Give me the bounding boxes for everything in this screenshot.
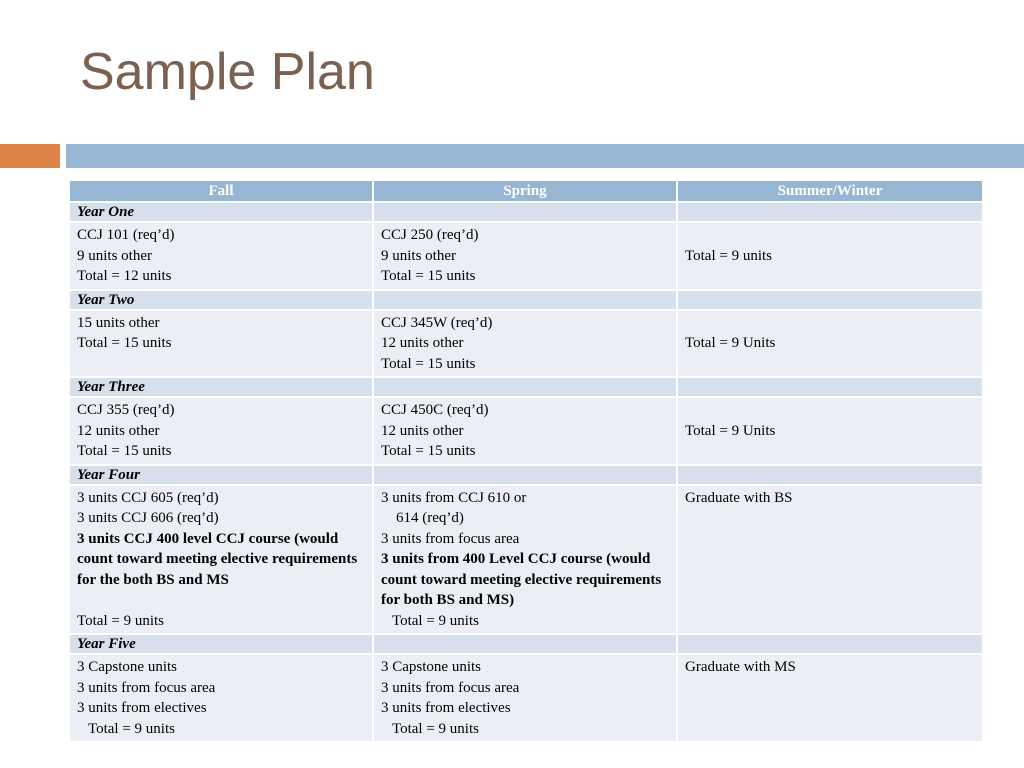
cell-line: Total = 15 units — [381, 355, 476, 372]
sample-plan-table — [68, 179, 984, 743]
year-header-empty-cell — [677, 377, 983, 397]
year-header-empty-cell — [677, 465, 983, 485]
year-header-empty-cell — [373, 465, 677, 485]
cell-line: CCJ 345W (req’d) — [381, 314, 493, 331]
table-row — [69, 222, 983, 290]
year-label: Year Two — [69, 290, 373, 310]
cell-line: 614 (req’d) — [381, 510, 464, 526]
year-header-empty-cell — [373, 634, 677, 654]
year-header-row — [69, 202, 983, 222]
cell-line: 12 units other — [77, 422, 160, 439]
cell-line: 3 units CCJ 400 level CCJ course (would count toward meeting elective requirements for the both BS and MS — [77, 530, 358, 588]
year-label: Year Three — [69, 377, 373, 397]
cell-line: Total = 9 units — [77, 612, 164, 629]
header-spring: Spring — [373, 180, 677, 202]
year-header-row — [69, 465, 983, 485]
year-header-empty-cell — [373, 377, 677, 397]
cell-line: 3 units from CCJ 610 or — [381, 489, 527, 506]
cell-line: 15 units other — [77, 314, 160, 331]
year-label: Year Five — [69, 634, 373, 654]
plan-body — [69, 202, 983, 742]
cell-line: CCJ 450C (req’d) — [381, 402, 489, 418]
cell-fall — [69, 310, 373, 378]
year-header-row — [69, 634, 983, 654]
cell-summer-winter — [677, 222, 983, 290]
accent-bar-blue — [66, 144, 1024, 168]
table-row — [69, 485, 983, 635]
cell-line: 3 Capstone units — [77, 659, 177, 675]
cell-fall — [69, 485, 373, 635]
year-label: Year Four — [69, 465, 373, 485]
cell-line: 3 units from electives — [77, 700, 207, 716]
cell-line: CCJ 355 (req’d) — [77, 402, 175, 418]
cell-line: CCJ 250 (req’d) — [381, 227, 479, 243]
year-label: Year One — [69, 202, 373, 222]
cell-line: Graduate with BS — [685, 489, 793, 506]
cell-line: Total = 15 units — [381, 268, 476, 284]
cell-line — [77, 590, 365, 611]
cell-line: 12 units other — [381, 422, 464, 439]
cell-line: Total = 9 units — [77, 720, 175, 737]
cell-spring — [373, 310, 677, 378]
cell-summer-winter — [677, 310, 983, 378]
year-header-empty-cell — [677, 202, 983, 222]
cell-line: 3 units from focus area — [77, 679, 216, 696]
cell-line: Total = 15 units — [381, 443, 476, 459]
cell-line: Total = 15 units — [77, 335, 172, 351]
cell-line: 3 units from focus area — [381, 530, 520, 547]
cell-line: 9 units other — [77, 247, 152, 264]
cell-fall — [69, 397, 373, 465]
cell-line: Total = 15 units — [77, 443, 172, 459]
cell-line: 3 units from 400 Level CCJ course (would count toward meeting elective requirements for both BS and MS) — [381, 551, 662, 608]
cell-summer-winter — [677, 485, 983, 635]
cell-line: Total = 9 Units — [685, 422, 776, 439]
year-header-empty-cell — [373, 290, 677, 310]
cell-summer-winter — [677, 397, 983, 465]
cell-spring — [373, 654, 677, 742]
cell-line: 3 Capstone units — [381, 659, 481, 675]
cell-line: Total = 9 Units — [685, 335, 776, 351]
cell-line: Total = 9 units — [381, 612, 479, 629]
cell-spring — [373, 485, 677, 635]
year-header-row — [69, 377, 983, 397]
header-fall: Fall — [69, 180, 373, 202]
cell-line: Graduate with MS — [685, 659, 796, 675]
cell-fall — [69, 654, 373, 742]
cell-fall — [69, 222, 373, 290]
table-row — [69, 654, 983, 742]
cell-line: 3 units CCJ 605 (req’d) — [77, 489, 219, 506]
header-row — [69, 180, 983, 202]
cell-line: Total = 9 units — [685, 247, 772, 264]
cell-line: 3 units from electives — [381, 700, 511, 716]
slide-title: Sample Plan — [80, 43, 375, 101]
accent-bar-orange — [0, 144, 60, 168]
cell-spring — [373, 222, 677, 290]
cell-line: 9 units other — [381, 247, 456, 264]
table-row — [69, 397, 983, 465]
cell-line: Total = 12 units — [77, 268, 172, 284]
cell-line: CCJ 101 (req’d) — [77, 227, 175, 243]
cell-line: 3 units CCJ 606 (req’d) — [77, 510, 219, 526]
cell-summer-winter — [677, 654, 983, 742]
cell-line: 12 units other — [381, 335, 464, 351]
header-summer-winter: Summer/Winter — [677, 180, 983, 202]
year-header-empty-cell — [373, 202, 677, 222]
table-row — [69, 310, 983, 378]
year-header-empty-cell — [677, 290, 983, 310]
cell-line: Total = 9 units — [381, 720, 479, 737]
cell-spring — [373, 397, 677, 465]
cell-line: 3 units from focus area — [381, 679, 520, 696]
year-header-row — [69, 290, 983, 310]
year-header-empty-cell — [677, 634, 983, 654]
